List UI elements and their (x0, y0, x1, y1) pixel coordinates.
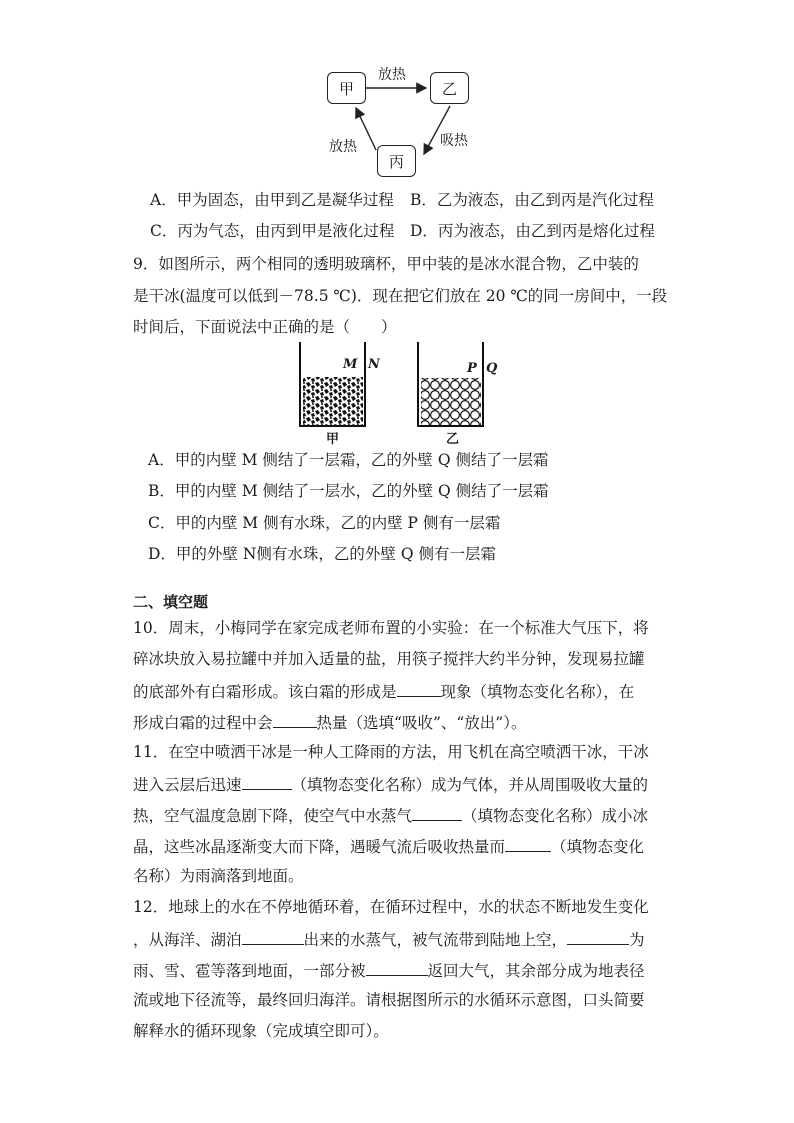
q12-line-3 (133, 959, 645, 981)
q9-stem-line-2: 是干冰(温度可以低到－78.5 ℃)．现在把它们放在 20 ℃的同一房间中，一段 (133, 287, 668, 305)
q10-blank-1[interactable] (397, 680, 441, 697)
cup-yi-contents (421, 378, 481, 426)
q9-stem-line-1: 9．如图所示，两个相同的透明玻璃杯，甲中装的是冰水混合物，乙中装的 (133, 255, 639, 273)
q12-blank-1[interactable] (242, 928, 304, 945)
edge-label-c-to-a: 放热 (329, 139, 357, 155)
q11-line-2-text-b: （填物态变化名称）成为气体，并从周围吸收大量的 (291, 776, 649, 794)
q11-line-1: 11．在空中喷洒干冰是一种人工降雨的方法，用飞机在高空喷洒干冰，干冰 (133, 743, 649, 761)
q9-stem-line-3: 时间后，下面说法中正确的是（ ） (133, 318, 397, 336)
q8-option-b: B．乙为液态，由乙到丙是汽化过程 (410, 191, 654, 209)
cup-yi-label-q: Q (486, 361, 498, 376)
q11-line-2 (133, 773, 648, 795)
edge-label-a-to-b: 放热 (378, 67, 406, 83)
q10-line-2: 碎冰块放入易拉罐中并加入适量的盐，用筷子搅拌大约半分钟，发现易拉罐 (133, 650, 645, 668)
q12-line-2-text-c: 为 (629, 931, 645, 949)
q8-option-c: C．丙为气态，由丙到甲是液化过程 (150, 222, 395, 240)
q12-line-3-text-a: 雨、雪、雹等落到地面，一部分被 (133, 962, 366, 980)
q10-line-1: 10．周末，小梅同学在家完成老师布置的小实验：在一个标准大气压下，将 (133, 619, 649, 637)
q11-blank-2[interactable] (412, 804, 462, 821)
q9-option-a: A．甲的内壁 M 侧结了一层霜，乙的外壁 Q 侧结了一层霜 (148, 451, 549, 469)
cup-jia-label-m: M (343, 357, 358, 372)
cup-jia-contents (303, 377, 363, 425)
q10-line-3 (133, 680, 634, 702)
q10-line-3-text-a: 的底部外有白霜形成。该白霜的形成是 (133, 683, 397, 701)
q8-option-d: D．丙为液态，由乙到丙是熔化过程 (410, 222, 655, 240)
q9-option-d: D．甲的外壁 N侧有水珠，乙的外壁 Q 侧有一层霜 (148, 545, 496, 563)
q12-line-2-text-a: ，从海洋、湖泊 (133, 931, 242, 949)
q9-option-b: B．甲的内壁 M 侧结了一层水，乙的外壁 Q 侧结了一层霜 (148, 482, 549, 500)
q9-option-c: C．甲的内壁 M 侧有水珠，乙的内壁 P 侧有一层霜 (148, 514, 501, 532)
cup-yi-caption: 乙 (446, 432, 460, 447)
cup-yi-label-p: P (467, 361, 477, 376)
q11-line-5: 名称）为雨滴落到地面。 (133, 867, 304, 885)
arrow-c-to-a (356, 108, 376, 150)
node-bing: 丙 (377, 145, 416, 177)
q11-line-3-text-a: 热，空气温度急剧下降，使空气中水蒸气 (133, 807, 413, 825)
q9-cups-drawing (0, 340, 794, 450)
q10-line-4-text-b: 热量（选填“吸收”、“放出”）。 (316, 714, 527, 732)
q12-line-4: 流或地下径流等，最终回归海洋。请根据图所示的水循环示意图，口头简要 (133, 991, 645, 1009)
node-jia: 甲 (327, 72, 366, 104)
q12-line-2-text-b: 出来的水蒸气，被气流带到陆地上空， (303, 931, 568, 949)
q11-line-3-text-b: （填物态变化名称）成小冰 (462, 807, 649, 825)
q10-line-4 (133, 711, 526, 733)
edge-label-b-to-c: 吸热 (440, 133, 468, 149)
q11-line-4 (133, 835, 644, 857)
q11-line-4-text-b: （填物态变化 (551, 838, 645, 856)
q11-line-3 (133, 804, 648, 826)
q12-line-2 (133, 928, 645, 950)
q12-line-3-text-b: 返回大气，其余部分成为地表径 (427, 962, 645, 980)
q11-blank-3[interactable] (505, 835, 551, 852)
q12-blank-3[interactable] (366, 959, 428, 976)
section-title: 二、填空题 (133, 593, 209, 611)
q10-line-3-text-b: 现象（填物态变化名称），在 (440, 683, 635, 701)
q11-line-4-text-a: 晶，这些冰晶逐渐变大而下降，遇暖气流后吸收热量而 (133, 838, 506, 856)
q8-option-a: A．甲为固态，由甲到乙是凝华过程 (150, 191, 394, 209)
node-yi: 乙 (430, 72, 469, 104)
cup-jia-caption: 甲 (326, 432, 340, 447)
q10-line-4-text-a: 形成白霜的过程中会 (133, 714, 273, 732)
q12-line-5: 解释水的循环现象（完成填空即可）。 (133, 1022, 389, 1040)
q12-line-1: 12．地球上的水在不停地循环着，在循环过程中，水的状态不断地发生变化 (133, 898, 649, 916)
q10-blank-2[interactable] (273, 711, 317, 728)
q11-blank-1[interactable] (242, 773, 292, 790)
cup-jia-label-n: N (368, 357, 380, 372)
q11-line-2-text-a: 进入云层后迅速 (133, 776, 242, 794)
q12-blank-2[interactable] (567, 928, 629, 945)
